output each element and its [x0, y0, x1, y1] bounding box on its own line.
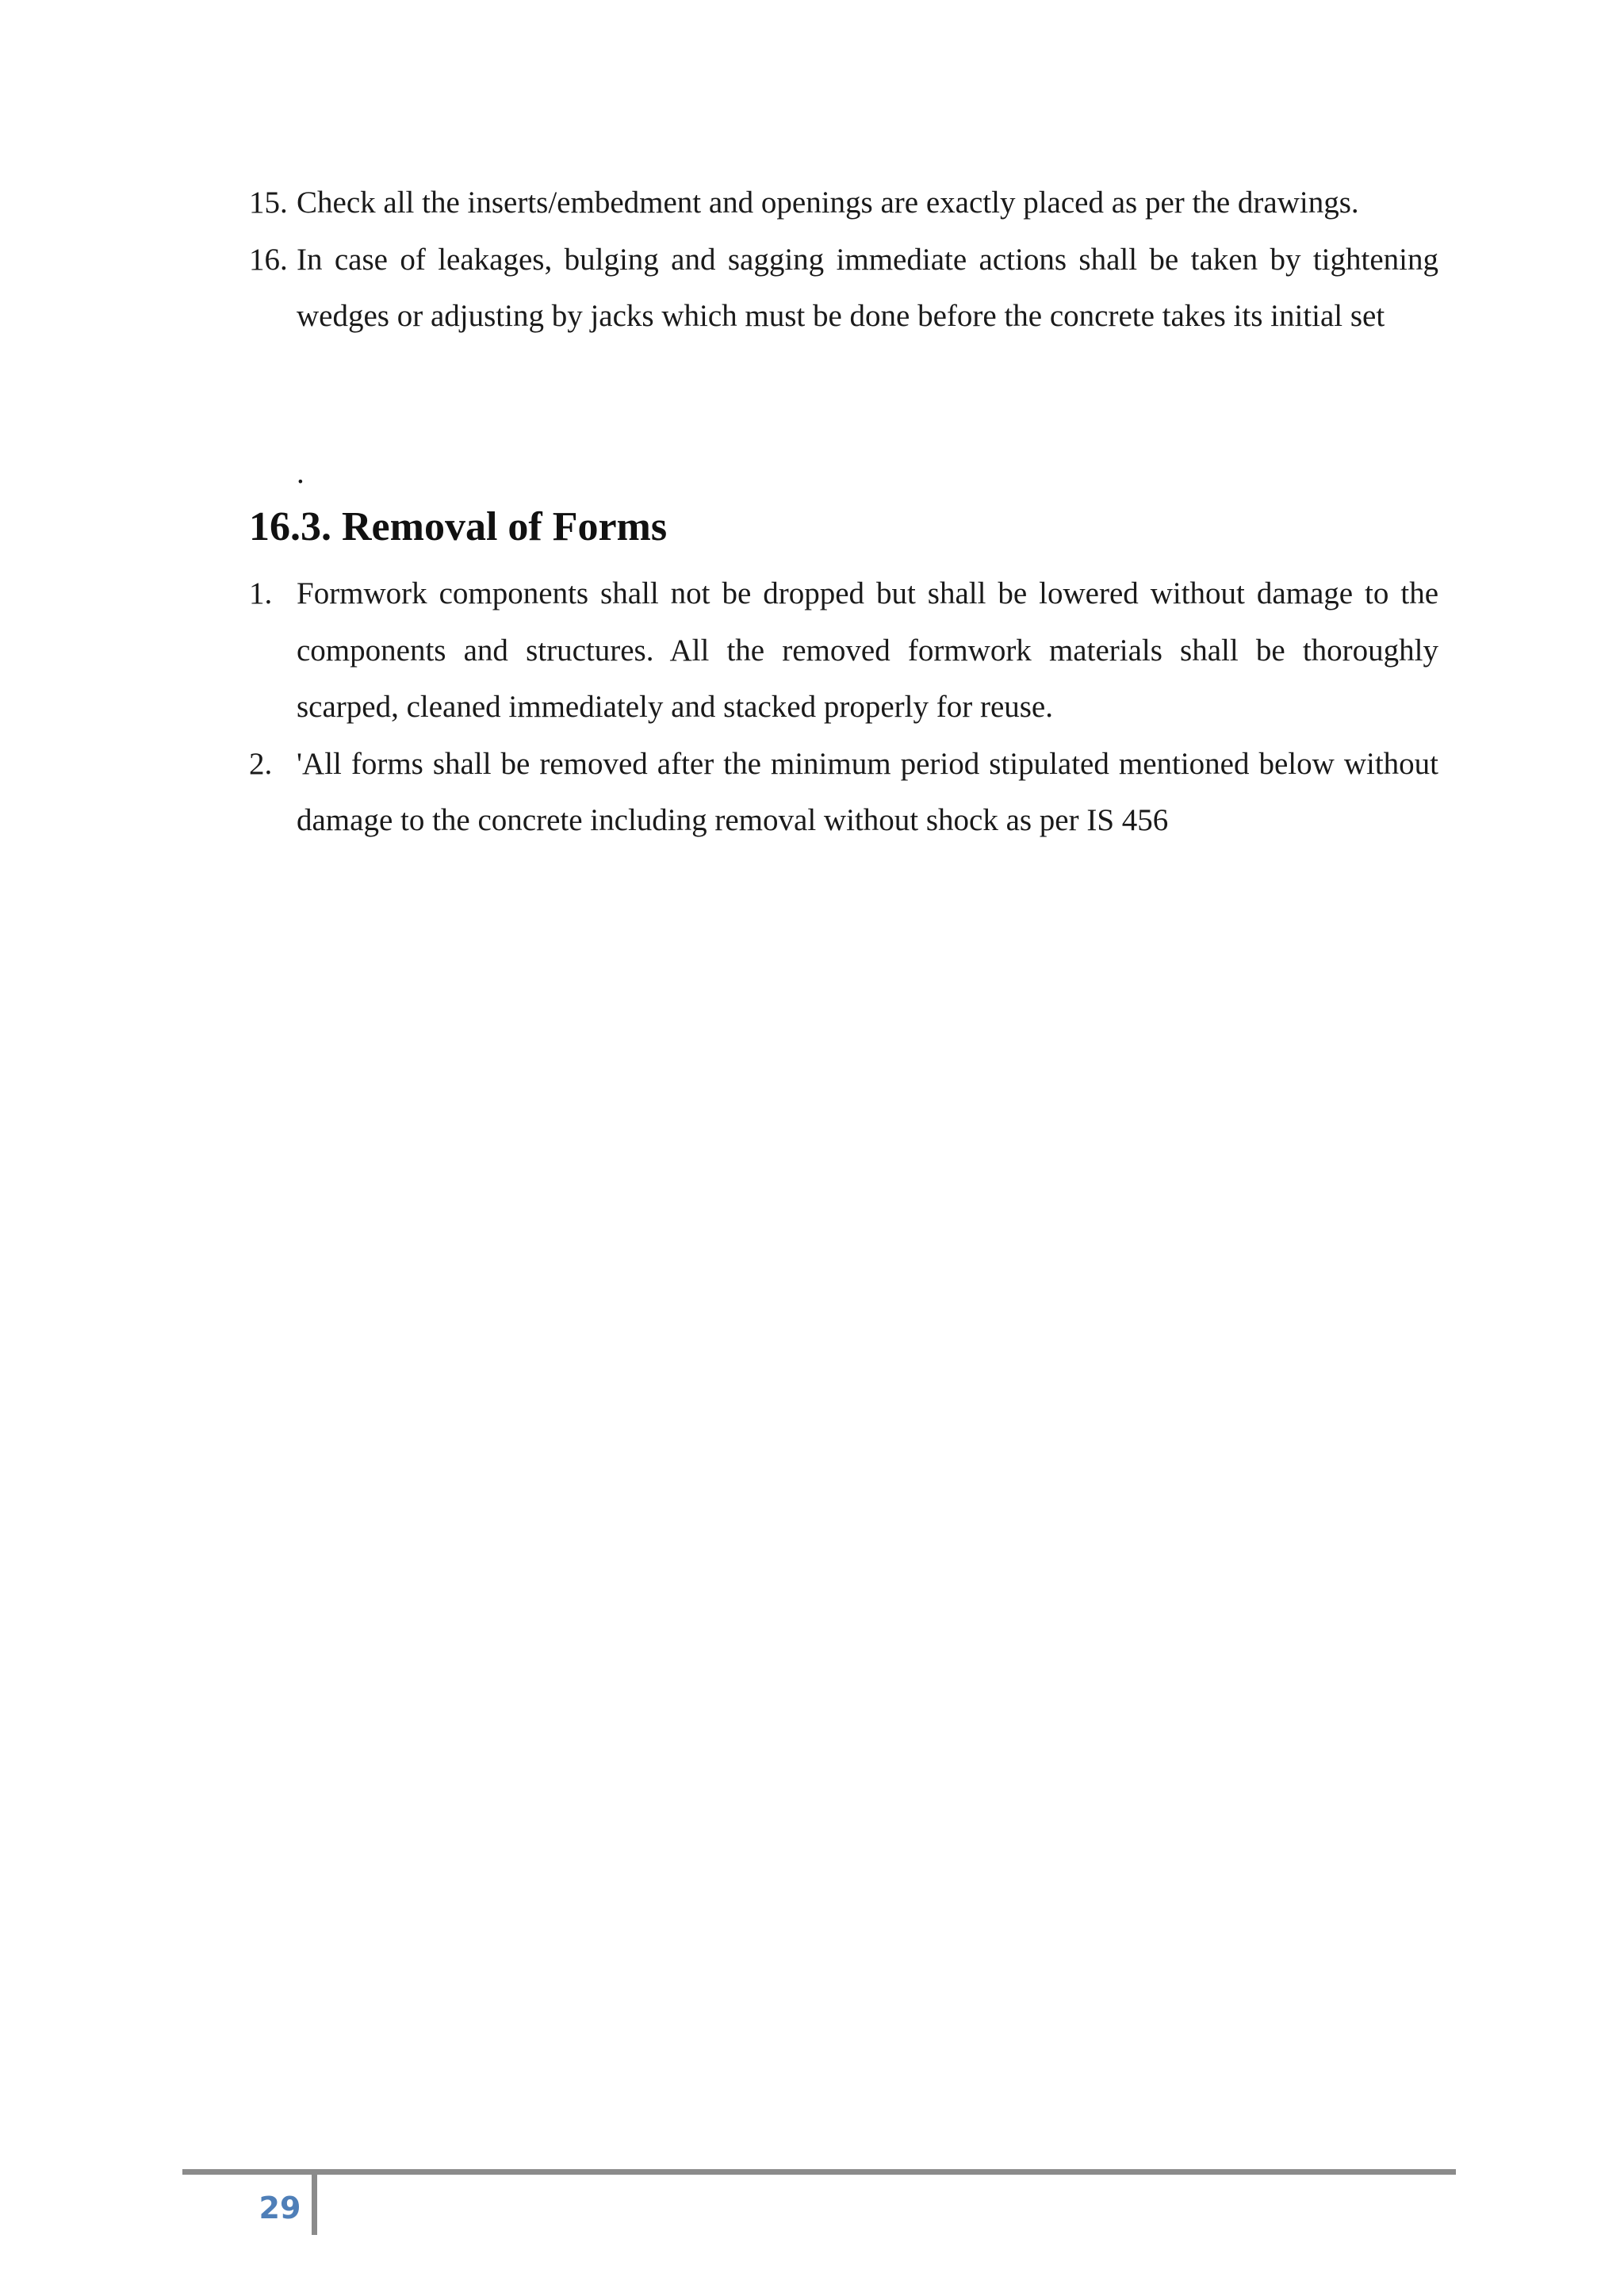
list-item-number: 2. — [249, 746, 273, 781]
list-item-number: 15. — [249, 186, 288, 220]
list-item — [249, 232, 1438, 345]
list-item — [249, 736, 1438, 849]
list-item — [249, 565, 1438, 736]
numbered-list-removal-of-forms — [249, 565, 1438, 849]
footer-rule — [182, 2169, 1456, 2175]
page-number: 29 — [259, 2191, 301, 2225]
list-item-text: In case of leakages, bulging and sagging immediate actions shall be taken by tightening wedges or adjusting by jacks which must be done before the concrete takes its initial set — [297, 242, 1438, 333]
numbered-list-continued — [249, 174, 1438, 345]
list-item — [249, 174, 1438, 232]
list-item-text: Formwork components shall not be dropped but shall be lowered without damage to the components and structures. All the removed formwork materials shall be thoroughly scarped, cleaned immediately and stacked properly for reuse. — [297, 576, 1438, 724]
list-item-number: 1. — [249, 576, 273, 610]
list-item-text: Check all the inserts/embedment and openings are exactly placed as per the drawings. — [297, 186, 1359, 220]
footer-divider-bar — [312, 2175, 317, 2235]
list-item-number: 16. — [249, 242, 288, 277]
stray-period: . — [297, 456, 304, 490]
list-item-text: 'All forms shall be removed after the minimum period stipulated mentioned below without damage to the concrete including removal without shock as per IS 456 — [297, 746, 1438, 837]
section-heading: 16.3. Removal of Forms — [249, 504, 668, 549]
